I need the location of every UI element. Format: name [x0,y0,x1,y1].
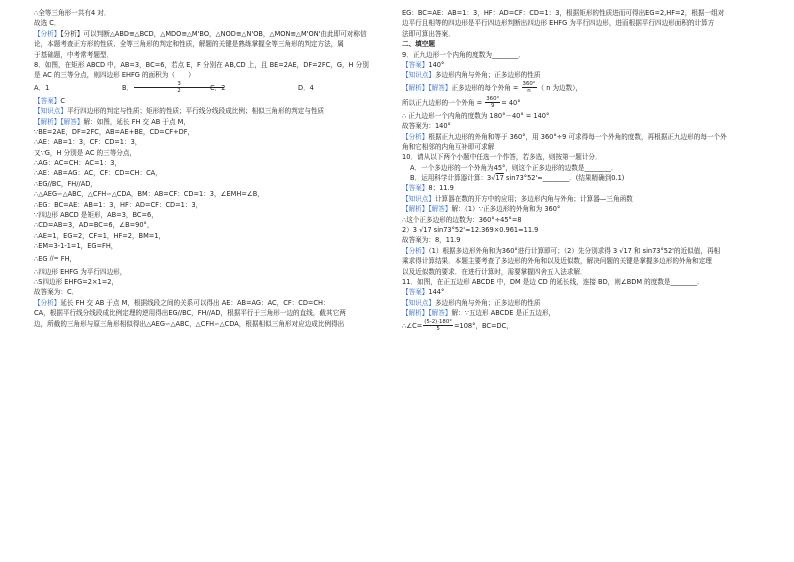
answer-value: 144° [428,288,445,297]
analysis-line: 以及近似数的要求．在进行计算时，需要掌握四舍五入法求解． [402,267,587,276]
answer-tag: 【答案】 [402,184,429,193]
text-line: 法即可算出答案． [402,29,455,38]
solution-tag: 【解析】【解答】 [402,309,452,318]
solution-tag: 【解析】【解答】 [402,83,452,92]
knowledge-point-line [402,70,764,80]
kp-tag: 【知识点】 [402,298,435,307]
step-line: ∴AE：AB=1：3，CF：CD=1：3， [34,138,142,147]
fraction-denominator: 5 [436,326,440,333]
question-10: 10．请从以下两个小题中任选一个作答，若多选，则按第一题计分． [402,153,602,162]
solution-line [34,117,389,127]
step-line: ∴AE=1，EG=2，CF=1，HF=2，BM=1， [34,231,166,240]
options-row [34,81,389,96]
step-line: 故答案为：8，11.9 [402,236,461,245]
step-line: ∵四边形 ABCD 是矩形，AB=3，BC=6， [34,211,158,220]
text-line: 故选 C． [34,19,61,28]
solution-text: 正多边形的每个外角 [451,83,511,92]
question-10b: B．运用科学计算器计算：3√17 sin73°52'≈________．(结果精确到0.1) [410,174,625,183]
q10b-text: B．运用科学计算器计算：3 [410,174,492,183]
kp-tag: 【知识点】 [402,194,435,203]
step-line: ∴AG：AC=CH：AC=1：3， [34,159,122,168]
knowledge-point-line [402,194,764,204]
step-line: 又∵G，H 分别是 AC 的三等分点， [34,148,137,157]
option-b-label: B． [122,83,134,92]
step-line: ∴S四边形 EHFG=2×1=2， [34,277,119,286]
solution-line [402,308,764,318]
solution-text: ∴∠C= [402,321,423,330]
answer-line [402,287,764,297]
option-c: C．2 [210,83,226,92]
question-9: 9．正九边形一个内角的度数为________． [402,50,525,59]
analysis-tag: 【分析】 [34,298,61,307]
analysis-tag: 【分析】 [34,29,61,38]
text-line: 边平行且相等的四边形是平行四边形判断出四边形 EHFG 为平行四边形，进而根据平行四边形面积的计算方 [402,19,715,28]
question-8-cont: 是 AC 的三等分点，则四边形 EHFG 的面积为（ ） [34,71,195,80]
right-column [402,8,764,334]
knowledge-point-line [34,106,389,116]
fraction [485,96,500,109]
kp-tag: 【知识点】 [34,107,67,116]
parallel-equal-line [34,252,389,267]
solution-text: 所以正九边形的一个外角 [402,98,475,107]
solution-text: 解：如图，延长 FH 交 AB 于点 M， [83,117,190,126]
fraction-numerator: 360° [486,96,500,103]
step-line: ∴这个正多边形的边数为：360°÷45°=8 [402,215,522,224]
analysis-line: CA，根据平行线分线段成比例定理的逆用得出EG//BC，FH//AD，根据平行于三角形一边的直线，截其它两 [34,309,346,318]
left-column [34,8,389,329]
kp-text: 计算器在数的开方中的应用；多边形内角与外角；计算器—三角函数 [434,194,633,203]
fraction-denominator: n [527,88,531,95]
solution-tail: （ n 为边数）， [537,83,583,92]
fraction [522,81,537,94]
answer-line [34,96,389,106]
analysis-line: 边，所截的三角形与原三角形相似得出△AEG∽△ABC，△CFH∽△CDA，根据相似三角形对应边成比例得出 [34,319,345,328]
answer-value: 8；11.9 [428,184,454,193]
analysis-line [402,246,764,256]
solution-tag: 【解析】【解答】 [402,205,452,214]
solution-text: 解：（1）∵正多边形的外角和为 360° [451,205,561,214]
analysis-line: 角和它相邻的内角互补即可求解 [402,142,495,151]
question-11: 11．如图，在正五边形 ABCDE 中，DM 是边 CD 的延长线，连接 BD，则∠BDM 的度数是________． [402,277,704,286]
step-line: ∴四边形 EHFG 为平行四边形， [34,267,127,276]
kp-text: 多边形内角与外角；正多边形的性质 [434,71,541,80]
knowledge-point-line [402,298,764,308]
step-line: ∴ 正九边形一个内角的度数为 180°－40° = 140° [402,111,550,120]
solution-tail: = 40° [501,98,521,107]
solution-tail: =108°，BC=DC， [453,321,513,330]
fh-text: FH， [60,254,77,263]
step-line: 故答案为：140° [402,122,451,131]
analysis-line [34,29,389,39]
eg-text: ∴EG [34,254,48,263]
step-line: ∴AE：AB=AG：AC，CF：CD=CH：CA， [34,169,162,178]
option-d: D．4 [298,83,314,92]
analysis-text: （1）根据多边形外角和为360°进行计算即可；（2）先分别求得 3 √17 和 sin73°52'的近似值，再相 [428,246,721,255]
solution-line [402,319,764,334]
kp-text: 平行四边形的判定与性质；矩形的性质；平行线分线段成比例；相似三角形的判定与性质 [66,107,325,116]
q10b-radicand: 17 [495,174,504,183]
answer-value: C [60,96,65,105]
step-line: ∴CD=AB=3，AD=BC=6，∠B=90°， [34,221,154,230]
fraction-numerator: 3 [134,81,224,88]
section-heading: 二、填空题 [402,40,435,49]
analysis-tag: 【分析】 [402,132,429,141]
analysis-line [402,132,764,142]
option-b [122,81,210,96]
text-line: EG：BC=AE：AB=1：3，HF：AD=CF：CD=1：3，根据矩形的性质进而可得出EG=2,HF=2，根据一组对 [402,9,725,17]
step-line: ∴△AEG∽△ABC，△CFH∽△CDA，BM：AB=CF：CD=1：3，∠EMH=∠B， [34,190,264,199]
answer-tag: 【答案】 [34,96,61,105]
kp-tag: 【知识点】 [402,71,435,80]
step-line: 2）3 √17 sin73°52'≈12.369×0.961≈11.9 [402,226,539,235]
analysis-line: 乘求得计算结果．本题主要考查了多边形的外角和以及近似数，解决问题的关键是掌握多边形的外角和定理 [402,257,712,266]
q10b-tail: sin73°52'≈________．(结果精确到0.1) [503,174,625,183]
analysis-text: 【分析】可以判断△ABD≅△BCD，△MDO≅△M'BO，△NOD≅△N'OB，△MON≅△M'ON'由此即可对称信 [60,29,367,38]
solution-line [402,204,764,214]
analysis-tag: 【分析】 [402,246,429,255]
question-10a: A．一个多边形的一个外角为45°，则这个正多边形的边数是________． [410,163,618,172]
analysis-text: 延长 FH 交 AB 于点 M，根据线段之间的关系可以得出 AE：AB=AG：AC，CF：CD=CH： [60,298,330,307]
text-line: 论，本题考查正方形的性质、全等三角形的判定和性质，解题的关键是熟练掌握全等三角形的判定方法，属 [34,40,344,49]
solution-tag: 【解析】【解答】 [34,117,84,126]
answer-value: 140° [428,60,445,69]
step-line: ∴EG//BC，FH//AD， [34,179,97,188]
option-a: A．1 [34,83,50,92]
fraction-denominator: 9 [491,103,495,110]
answer-tag: 【答案】 [402,60,429,69]
step-line: 故答案为：C． [34,288,79,297]
fraction [423,319,453,332]
fraction-numerator: 360° [522,81,536,88]
step-line: ∴EM=3-1-1=1，EG=FH， [34,242,118,251]
solution-text: 解：∵五边形 ABCDE 是正五边形， [451,309,556,318]
analysis-text: 根据正九边形的外角和等于 360°，用 360°÷9 可求得每一个外角的度数，再根据正九边形的每一个外 [428,132,727,141]
fraction-denominator: 2 [177,88,181,95]
solution-line: 【解析】【解答】正多边形的每个外角 = $\frac{360^\circ}{n}$ （ n 为边数）， [402,81,583,95]
answer-tag: 【答案】 [402,288,429,297]
text-line: ∴全等三角形一共有4 对． [34,9,111,17]
answer-line [402,60,764,70]
kp-text: 多边形内角与外角；正多边形的性质 [434,298,541,307]
step-line: ∵BE=2AE，DF=2FC，AB=AE+BE，CD=CF+DF， [34,127,195,136]
step-line: ∴EG：BC=AE：AB=1：3，HF：AD=CF：CD=1：3， [34,200,203,209]
answer-line [402,183,764,193]
analysis-line [34,298,389,308]
question-8: 8．如图，在矩形 ABCD 中，AB=3，BC=6，若点 E，F 分别在 AB,CD 上，且 BE=2AE，DF=2FC，G，H 分别 [34,60,369,69]
solution-line: 所以正九边形的一个外角 = $\frac{360^\circ}{9}$ = 40° [402,96,521,110]
text-line: 于基础题，中考常考题型． [34,50,114,59]
parallel-equal-symbol: //= [49,255,59,263]
fraction-numerator: (5-2)·180° [424,319,452,326]
